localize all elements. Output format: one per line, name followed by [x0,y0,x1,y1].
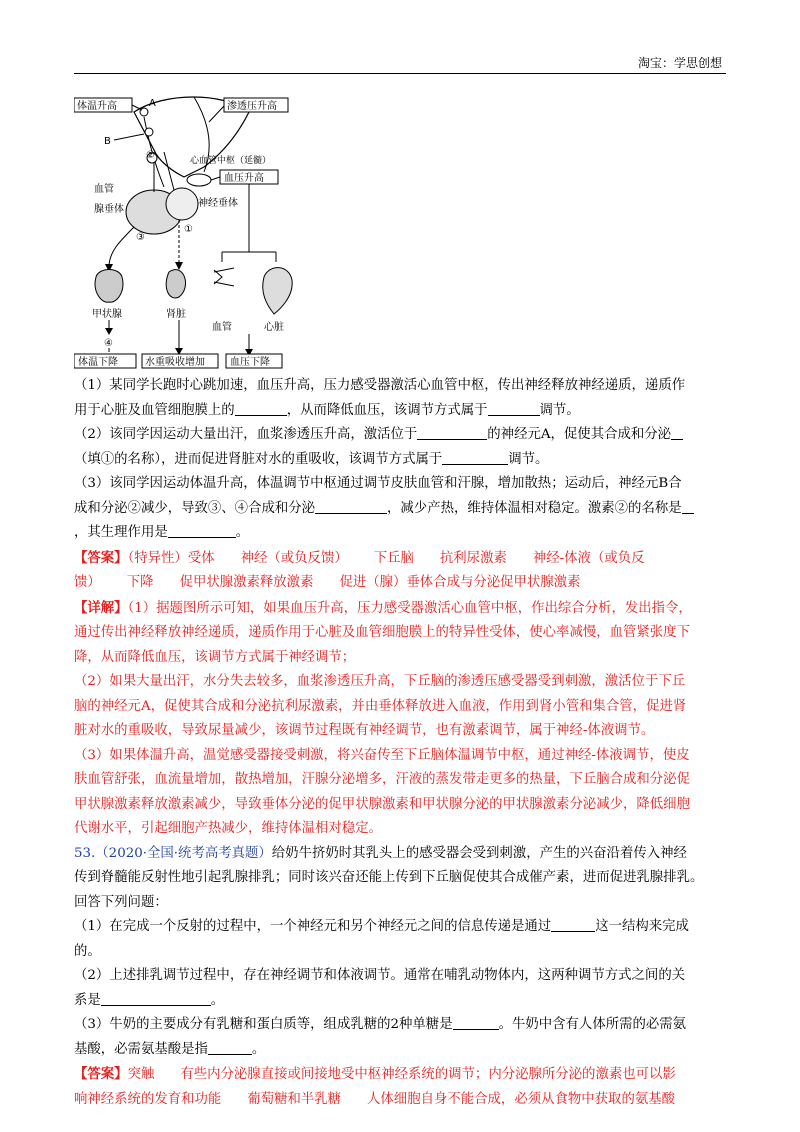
q53-line1 [74,842,728,867]
q53-a1-line2: 的。 [74,943,101,959]
blank-q53-1 [551,918,595,932]
q53-line3: 回答下列问题： [74,894,168,910]
label-center: 心血管中枢（延髓） [190,156,272,166]
q53-a3-line2 [74,1038,728,1063]
label-bp-rise: 血压升高 [224,173,264,184]
label-A: A [149,98,156,109]
q2-line2 [74,448,728,473]
answer2-item: 葡萄糖和半乳糖 [247,1091,342,1107]
detail-label: 【详解】 [74,599,128,616]
q1-text-c: ，从而降低血压，该调节方式属于 [286,402,488,418]
answer2-line1 [74,1062,728,1088]
q53-text: （1）在完成一个反射的过程中，一个神经元和另个神经元之间的信息传递是通过 [74,919,552,934]
answer1-item: （特异性）受体 [127,550,215,566]
blank-q2-3 [442,451,508,465]
header-text: 淘宝：学思创想 [637,56,722,70]
label-osmotic-rise: 渗透压升高 [227,101,277,112]
answer1-label: 【答案】 [74,549,128,566]
q2-text-c: （填①的名称），进而促进肾脏对水的重吸收，该调节方式属于 [74,451,443,467]
blank-q2-1 [417,426,487,440]
q53-text: 这一结构来完成 [595,919,689,934]
answer2-label: 【答案】 [74,1066,128,1082]
answer1-item: 促进（腺）垂体合成与分泌促甲状腺激素 [339,575,581,590]
answer1-item: 下降 [126,575,154,590]
answer1-item: 神经-体液（或负反 [532,550,645,566]
label-n3: ③ [136,232,145,243]
label-B: B [104,136,111,147]
blank-q1-2 [488,402,540,416]
label-water-reabsorb: 水重吸收增加 [145,357,205,368]
q3-line3 [74,521,728,546]
blank-q3-3 [168,524,236,538]
label-blood-vessel: 血管 [212,322,232,333]
label-neuro-pituitary: 神经垂体 [198,198,238,209]
page-header [74,52,726,74]
label-thyroid: 甲状腺 [92,309,122,320]
q2-text-b: 的神经元A，促使其合成和分泌 [487,427,672,442]
q1-line1 [74,374,728,399]
q3-text-d: ，其生理作用是 [74,525,168,540]
label-temp-rise: 体温升高 [77,101,117,112]
q3-line1 [74,472,728,497]
detail-p2-b: 脑的神经元A，促使其合成和分泌抗利尿激素，并由垂体释放进入血液，作用到肾小管和集合管，促进肾 [74,698,687,714]
blank-q53-4 [208,1041,252,1055]
answer1-line2 [74,571,728,596]
q1-line2 [74,399,728,424]
label-kidney: 肾脏 [166,309,186,320]
q53-a2-line2 [74,989,728,1014]
label-temp-drop: 体温下降 [78,357,118,368]
detail-p1-b: 通过传出神经释放神经递质，递质作用于心脏及血管细胞膜上的特异性受体，使心率减慢，血管紧张度下 [74,625,690,640]
q2-text-a: （2）该同学因运动大量出汗，血浆渗透压升高，激活位于 [74,427,418,442]
q53-text: 基酸，必需氨基酸是指 [74,1041,208,1057]
regulation-diagram [74,92,314,372]
detail-p3-c: 甲状腺激素释放激素减少，导致垂体分泌的促甲状腺激素和甲状腺分泌的甲状腺激素分泌减少，降低细胞 [74,796,690,812]
q53-text: 系是 [74,992,101,1008]
q1-text-b: 用于心脏及血管细胞膜上的 [74,402,235,418]
answer2-item: 有些内分泌腺直接或间接地受中枢神经系统的调节；内分泌腺所分泌的激素也可以影 [180,1067,676,1082]
detail-text: （1）据题图所示可知，如果血压升高，压力感受器激活心血管中枢，作出综合分析，发出指令， [127,600,692,616]
label-n2: ② [146,150,155,161]
answer1-line1 [74,546,728,572]
answer1-item: 促甲状腺激素释放激素 [179,575,314,590]
q2-line1 [74,423,728,448]
q53-a2-line1: （2）上述排乳调节过程中，存在神经调节和体液调节。通常在哺乳动物体内，这两种调节方式之间的关 [74,968,686,983]
q53-text: 。 [210,992,225,1008]
answer1-item: 神经（或负反馈） [240,550,348,566]
q53-a1-line1 [74,915,728,940]
answer2-item: 响神经系统的发育和功能 [74,1091,222,1107]
label-vessel: 血管 [94,184,114,195]
blank-q1-1 [235,402,287,416]
answer2-item: 人体细胞自身不能合成，必须从食物中获取的氨基酸 [367,1091,676,1107]
q53-line2: 传到脊髓能反射性地引起乳腺排乳；同时该兴奋还能上传到下丘脑促使其合成催产素，进而促进乳腺排乳。 [74,870,704,885]
label-n1: ① [184,224,193,235]
label-pituitary: 腺垂体 [94,204,124,215]
label-bp-drop: 血压下降 [230,357,270,368]
q53-text: 给奶牛挤奶时其乳头上的感受器会受到刺激，产生的兴奋沿着传入神经 [271,845,687,861]
q3-text-e: 。 [235,525,250,540]
document-body [74,374,728,1112]
detail-p1-a [74,596,728,622]
q53-text: 。 [251,1041,266,1057]
diagram-svg [74,92,314,372]
detail-p1-c: 降，从而降低血压，该调节方式属于神经调节； [74,649,356,665]
blank-q3-2 [682,500,694,514]
answer1-item: 下丘脑 [373,550,414,566]
q3-text-a: （3）该同学因运动体温升高，体温调节中枢通过调节皮肤血管和汗腺，增加散热；运动后，神经元B合 [74,476,682,491]
q2-text-d: 调节。 [508,451,549,467]
detail-p2-a: （2）如果大量出汗，水分失去较多，血浆渗透压升高，下丘脑的渗透压感受器受到刺激，激活位于下丘 [74,674,686,689]
q53-text: （3）牛奶的主要成分有乳糖和蛋白质等，组成乳糖的2种单糖是 [74,1017,453,1032]
detail-p3-d: 代谢水平，引起细胞产热减少，维持体温相对稳定。 [74,821,382,836]
answer1-item: 抗利尿激素 [439,550,507,566]
q1-text-a: （1）某同学长跑时心跳加速，血压升高，压力感受器激活心血管中枢，传出神经释放神经递质，递质作 [74,378,686,393]
q53-number: 53. [74,845,96,861]
detail-p2-c: 脏对水的重吸收，导致尿量减少，该调节过程既有神经调节，也有激素调节，属于神经-体液调节。 [74,723,655,738]
label-heart: 心脏 [264,322,284,333]
detail-p3-a: （3）如果体温升高，温觉感受器接受刺激，将兴奋传至下丘脑体温调节中枢，通过神经-体液调节，使皮 [74,747,690,763]
answer2-line2 [74,1088,728,1113]
blank-q53-2 [101,992,211,1006]
q1-text-d: 调节。 [539,402,580,418]
blank-q2-2 [671,426,683,440]
q3-text-c: ，减少产热，维持体温相对稳定。激素②的名称是 [387,500,682,516]
blank-q3-1 [315,500,387,514]
blank-q53-3 [453,1016,499,1030]
q53-text: 。牛奶中含有人体所需的必需氨 [498,1017,687,1032]
answer1-item: 馈） [74,575,101,590]
label-n4: ④ [104,338,113,349]
answer2-item: 突触 [127,1067,155,1082]
q3-line2 [74,497,728,522]
q53-source: （2020·全国·统考高考真题） [95,845,272,861]
detail-p3-b: 肤血管舒张，血流量增加，散热增加，汗腺分泌增多，汗液的蒸发带走更多的热量，下丘脑合成和分泌促 [74,772,690,787]
q3-text-b: 成和分泌②减少，导致③、④合成和分泌 [74,500,316,516]
q53-a3-line1 [74,1013,728,1038]
